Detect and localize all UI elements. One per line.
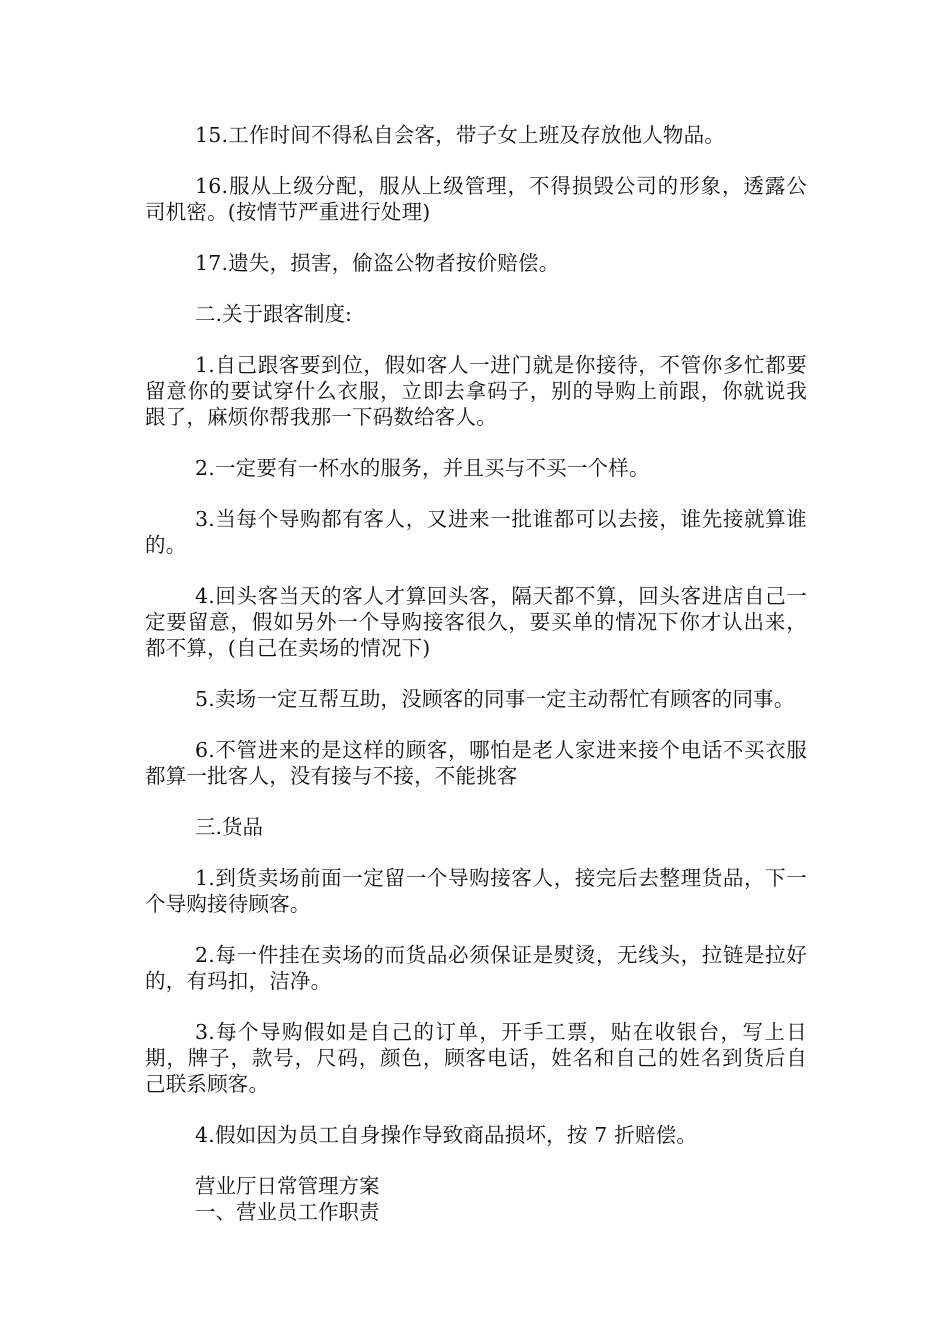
customer-rule-5: 5.卖场一定互帮互助，没顾客的同事一定主动帮忙有顾客的同事。: [195, 687, 795, 711]
rule-16: 16.服从上级分配，服从上级管理，不得损毁公司的形象，透露公司机密。(按情节严重进行处理): [145, 174, 807, 224]
customer-rule-3: 3.当每个导购都有客人，又进来一批谁都可以去接，谁先接就算谁的。: [145, 507, 807, 557]
section-heading-staff-duties: 一、营业员工作职责: [195, 1200, 380, 1224]
section-heading-customer-policy: 二.关于跟客制度:: [195, 302, 352, 326]
customer-rule-6: 6.不管进来的是这样的顾客，哪怕是老人家进来接个电话不买衣服都算一批客人，没有接与不接，不能挑客: [145, 738, 807, 788]
goods-rule-2: 2.每一件挂在卖场的而货品必须保证是熨烫，无线头，拉链是拉好的，有玛扣，洁净。: [145, 943, 807, 993]
rule-17: 17.遗失，损害，偷盗公物者按价赔偿。: [195, 251, 560, 275]
goods-rule-1: 1.到货卖场前面一定留一个导购接客人，接完后去整理货品，下一个导购接待顾客。: [145, 866, 807, 916]
section-heading-goods: 三.货品: [195, 815, 264, 839]
customer-rule-2: 2.一定要有一杯水的服务，并且买与不买一个样。: [195, 456, 650, 480]
customer-rule-1: 1.自己跟客要到位，假如客人一进门就是你接待，不管你多忙都要留意你的要试穿什么衣服，立即去拿码子，别的导购上前跟，你就说我跟了，麻烦你帮我那一下码数给客人。: [145, 353, 807, 429]
rule-15: 15.工作时间不得私自会客，带子女上班及存放他人物品。: [195, 123, 726, 147]
goods-rule-4: 4.假如因为员工自身操作导致商品损坏，按 7 折赔偿。: [195, 1123, 698, 1147]
document-page: [145, 122, 807, 1225]
document-title-hall-management: 营业厅日常管理方案: [195, 1174, 380, 1198]
customer-rule-4: 4.回头客当天的客人才算回头客，隔天都不算，回头客进店自己一定要留意，假如另外一个导购接客很久，要买单的情况下你才认出来，都不算，(自己在卖场的情况下): [145, 584, 807, 660]
goods-rule-3: 3.每个导购假如是自己的订单，开手工票，贴在收银台，写上日期，牌子，款号，尺码，颜色，顾客电话，姓名和自己的姓名到货后自己联系顾客。: [145, 1020, 807, 1096]
